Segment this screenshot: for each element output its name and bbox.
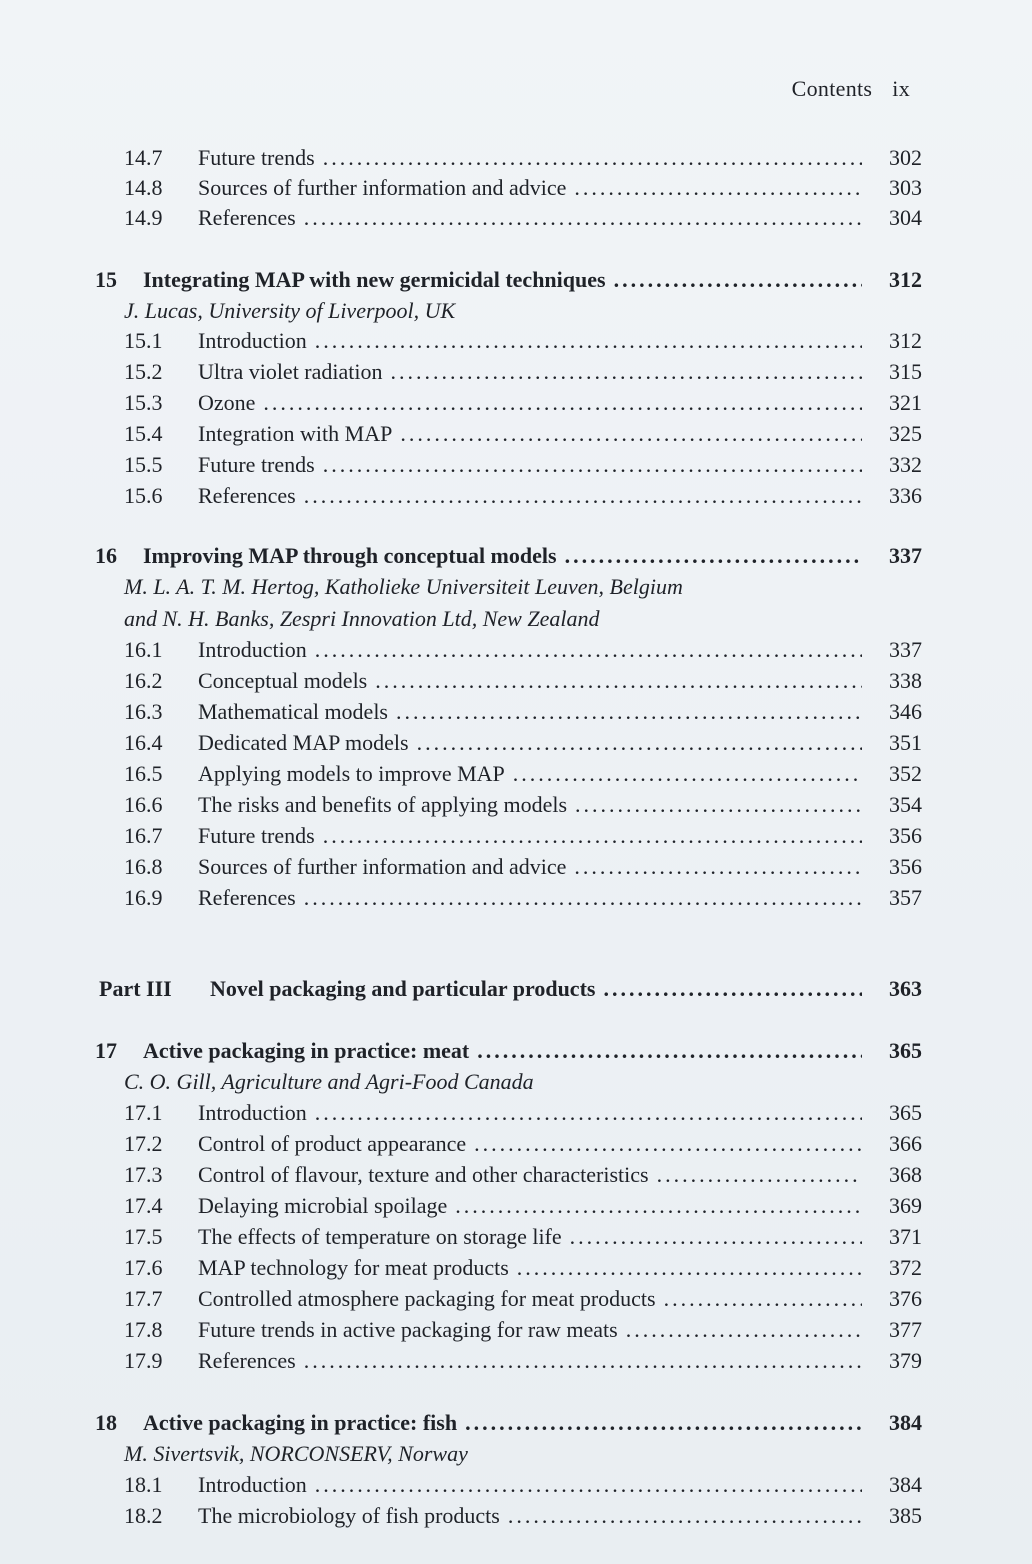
entry-title-line (198, 821, 862, 851)
toc-section-entry (0, 143, 1032, 173)
section-number: 16.6 (124, 792, 163, 817)
dot-leader (626, 1315, 862, 1345)
toc-section-entry (0, 1284, 1032, 1314)
dot-leader (477, 1036, 862, 1066)
entry-title-line (198, 759, 862, 789)
running-head (792, 76, 910, 102)
entry-title-line (198, 1222, 862, 1252)
entry-title: Delaying microbial spoilage (198, 1193, 448, 1218)
entry-page-number: 371 (889, 1224, 922, 1249)
dot-leader (375, 666, 862, 696)
entry-title: Improving MAP through conceptual models (143, 543, 557, 568)
entry-title-line (198, 419, 862, 449)
dot-leader (664, 1284, 862, 1314)
toc-section-entry (0, 1346, 1032, 1376)
entry-title: References (198, 885, 296, 910)
entry-title: Sources of further information and advice (198, 854, 567, 879)
toc-section-entry (0, 759, 1032, 789)
toc-section-entry (0, 821, 1032, 851)
entry-title-line (198, 697, 862, 727)
entry-title: Future trends (198, 145, 315, 170)
chapter-number: 17 (95, 1038, 117, 1063)
section-number: 17.4 (124, 1193, 163, 1218)
entry-title: Applying models to improve MAP (198, 761, 505, 786)
entry-page-number: 312 (889, 328, 922, 353)
entry-title-line (198, 388, 862, 418)
dot-leader (304, 883, 862, 913)
toc-section-entry (0, 326, 1032, 356)
section-number: 15.2 (124, 359, 163, 384)
entry-page-number: 385 (889, 1503, 922, 1528)
entry-title-line (198, 1129, 862, 1159)
entry-page-number: 369 (889, 1193, 922, 1218)
section-number: 17.6 (124, 1255, 163, 1280)
dot-leader (315, 326, 862, 356)
dot-leader (315, 1470, 862, 1500)
entry-title: Active packaging in practice: fish (143, 1410, 458, 1435)
entry-title: References (198, 205, 296, 230)
section-number: 17.7 (124, 1286, 163, 1311)
entry-page-number: 351 (889, 730, 922, 755)
section-number: 17.3 (124, 1162, 163, 1187)
dot-leader (304, 203, 862, 233)
toc-section-entry (0, 666, 1032, 696)
entry-page-number: 379 (889, 1348, 922, 1373)
chapter-author (0, 1439, 1032, 1469)
toc-section-entry (0, 1129, 1032, 1159)
entry-title-line (198, 1284, 862, 1314)
toc-part-entry (0, 974, 1032, 1004)
dot-leader (570, 1222, 862, 1252)
chapter-number: 15 (95, 267, 117, 292)
section-number: 15.5 (124, 452, 163, 477)
entry-title: Novel packaging and particular products (210, 976, 596, 1001)
entry-title: The effects of temperature on storage life (198, 1224, 562, 1249)
toc-section-entry (0, 883, 1032, 913)
section-number: 17.2 (124, 1131, 163, 1156)
dot-leader (263, 388, 862, 418)
toc-section-entry (0, 635, 1032, 665)
entry-page-number: 325 (889, 421, 922, 446)
running-head-title: Contents (791, 76, 873, 101)
section-number: 17.9 (124, 1348, 163, 1373)
entry-title-line (198, 450, 862, 480)
section-number: 17.8 (124, 1317, 163, 1342)
author-text: C. O. Gill, Agriculture and Agri-Food Canada (124, 1069, 534, 1094)
entry-title: Dedicated MAP models (198, 730, 409, 755)
chapter-number: 18 (95, 1410, 117, 1435)
entry-title: References (198, 483, 296, 508)
entry-title: The microbiology of fish products (198, 1503, 500, 1528)
toc-section-entry (0, 388, 1032, 418)
toc-section-entry (0, 357, 1032, 387)
dot-leader (657, 1160, 862, 1190)
toc-chapter-entry (0, 1408, 1032, 1438)
entry-title-line (198, 1315, 862, 1345)
entry-title-line (143, 265, 862, 295)
entry-title: Integration with MAP (198, 421, 393, 446)
entry-title: Introduction (198, 637, 307, 662)
toc-section-entry (0, 203, 1032, 233)
entry-page-number: 384 (889, 1472, 922, 1497)
section-number: 15.4 (124, 421, 163, 446)
toc-section-entry (0, 697, 1032, 727)
section-number: 16.7 (124, 823, 163, 848)
entry-page-number: 366 (889, 1131, 922, 1156)
entry-title-line (198, 1160, 862, 1190)
entry-page-number: 338 (889, 668, 922, 693)
section-number: 16.1 (124, 637, 163, 662)
entry-title: Future trends (198, 452, 315, 477)
section-number: 14.8 (124, 175, 163, 200)
section-number: 16.3 (124, 699, 163, 724)
section-number: 16.5 (124, 761, 163, 786)
entry-page-number: 368 (889, 1162, 922, 1187)
entry-title: Ozone (198, 390, 256, 415)
entry-title-line (198, 481, 862, 511)
section-number: 14.9 (124, 205, 163, 230)
entry-title-line (143, 1036, 862, 1066)
toc-section-entry (0, 790, 1032, 820)
dot-leader (304, 481, 862, 511)
entry-page-number: 337 (889, 637, 922, 662)
entry-title-line (198, 883, 862, 913)
section-number: 15.3 (124, 390, 163, 415)
entry-page-number: 321 (889, 390, 922, 415)
entry-title-line (198, 790, 862, 820)
dot-leader (417, 728, 862, 758)
entry-page-number: 365 (889, 1100, 922, 1125)
entry-title-line (198, 666, 862, 696)
toc-section-entry (0, 1501, 1032, 1531)
entry-title: MAP technology for meat products (198, 1255, 509, 1280)
entry-title: Control of flavour, texture and other characteristics (198, 1162, 649, 1187)
entry-title: Introduction (198, 328, 307, 353)
entry-page-number: 365 (889, 1038, 922, 1063)
entry-title-line (198, 1501, 862, 1531)
dot-leader (323, 821, 862, 851)
entry-page-number: 337 (889, 543, 922, 568)
toc-section-entry (0, 1253, 1032, 1283)
entry-title: References (198, 1348, 296, 1373)
entry-title-line (198, 203, 862, 233)
chapter-author (0, 604, 1032, 634)
dot-leader (565, 541, 862, 571)
entry-title-line (210, 974, 862, 1004)
entry-title: Future trends in active packaging for raw meats (198, 1317, 618, 1342)
entry-title: Ultra violet radiation (198, 359, 383, 384)
entry-title-line (198, 357, 862, 387)
toc-section-entry (0, 1315, 1032, 1345)
entry-title: The risks and benefits of applying models (198, 792, 568, 817)
section-number: 15.6 (124, 483, 163, 508)
entry-title-line (198, 1470, 862, 1500)
section-number: 17.5 (124, 1224, 163, 1249)
entry-page-number: 354 (889, 792, 922, 817)
section-number: 17.1 (124, 1100, 163, 1125)
entry-title: Conceptual models (198, 668, 368, 693)
entry-title-line (198, 728, 862, 758)
toc-chapter-entry (0, 541, 1032, 571)
chapter-author (0, 572, 1032, 602)
dot-leader (508, 1501, 862, 1531)
section-number: 14.7 (124, 145, 163, 170)
dot-leader (455, 1191, 862, 1221)
author-text: J. Lucas, University of Liverpool, UK (124, 298, 456, 323)
dot-leader (513, 759, 862, 789)
section-number: 16.8 (124, 854, 163, 879)
section-number: 16.9 (124, 885, 163, 910)
entry-title: Mathematical models (198, 699, 388, 724)
entry-page-number: 303 (889, 175, 922, 200)
dot-leader (323, 143, 862, 173)
section-number: 15.1 (124, 328, 163, 353)
entry-page-number: 346 (889, 699, 922, 724)
dot-leader (315, 1098, 862, 1128)
entry-title-line (198, 143, 862, 173)
chapter-number: 16 (95, 543, 117, 568)
section-number: 16.2 (124, 668, 163, 693)
entry-page-number: 352 (889, 761, 922, 786)
entry-title: Integrating MAP with new germicidal techniques (143, 267, 606, 292)
section-number: 18.2 (124, 1503, 163, 1528)
entry-title-line (143, 1408, 862, 1438)
entry-title: Active packaging in practice: meat (143, 1038, 470, 1063)
entry-title: Introduction (198, 1472, 307, 1497)
author-text: and N. H. Banks, Zespri Innovation Ltd, New Zealand (124, 606, 600, 631)
author-text: M. Sivertsvik, NORCONSERV, Norway (124, 1441, 468, 1466)
toc-section-entry (0, 728, 1032, 758)
toc-section-entry (0, 419, 1032, 449)
entry-title-line (198, 1098, 862, 1128)
entry-page-number: 336 (889, 483, 922, 508)
entry-page-number: 363 (889, 976, 922, 1001)
entry-page-number: 304 (889, 205, 922, 230)
dot-leader (574, 173, 862, 203)
entry-title: Controlled atmosphere packaging for meat products (198, 1286, 656, 1311)
dot-leader (574, 852, 862, 882)
author-text: M. L. A. T. M. Hertog, Katholieke Universiteit Leuven, Belgium (124, 574, 683, 599)
dot-leader (391, 357, 863, 387)
entry-title-line (198, 1253, 862, 1283)
entry-title: Introduction (198, 1100, 307, 1125)
dot-leader (323, 450, 862, 480)
dot-leader (315, 635, 862, 665)
dot-leader (465, 1408, 862, 1438)
toc-section-entry (0, 1098, 1032, 1128)
entry-title: Sources of further information and advice (198, 175, 567, 200)
toc-section-entry (0, 1470, 1032, 1500)
section-number: 18.1 (124, 1472, 163, 1497)
entry-page-number: 372 (889, 1255, 922, 1280)
toc-section-entry (0, 481, 1032, 511)
toc-chapter-entry (0, 265, 1032, 295)
entry-page-number: 332 (889, 452, 922, 477)
toc-section-entry (0, 1222, 1032, 1252)
dot-leader (614, 265, 862, 295)
dot-leader (603, 974, 862, 1004)
entry-title-line (198, 1191, 862, 1221)
toc-chapter-entry (0, 1036, 1032, 1066)
toc-section-entry (0, 173, 1032, 203)
entry-page-number: 356 (889, 854, 922, 879)
section-number: 16.4 (124, 730, 163, 755)
toc-section-entry (0, 1160, 1032, 1190)
entry-title-line (198, 1346, 862, 1376)
entry-title-line (198, 852, 862, 882)
chapter-author (0, 296, 1032, 326)
entry-title-line (198, 173, 862, 203)
dot-leader (575, 790, 862, 820)
entry-page-number: 376 (889, 1286, 922, 1311)
entry-page-number: 377 (889, 1317, 922, 1342)
dot-leader (517, 1253, 862, 1283)
entry-page-number: 356 (889, 823, 922, 848)
entry-page-number: 315 (889, 359, 922, 384)
entry-title-line (143, 541, 862, 571)
entry-page-number: 357 (889, 885, 922, 910)
entry-page-number: 384 (889, 1410, 922, 1435)
dot-leader (474, 1129, 862, 1159)
entry-title: Control of product appearance (198, 1131, 467, 1156)
toc-section-entry (0, 852, 1032, 882)
dot-leader (400, 419, 862, 449)
entry-page-number: 302 (889, 145, 922, 170)
chapter-author (0, 1067, 1032, 1097)
dot-leader (304, 1346, 862, 1376)
entry-title-line (198, 635, 862, 665)
entry-title: Future trends (198, 823, 315, 848)
entry-title-line (198, 326, 862, 356)
page-number: ix (892, 76, 910, 101)
entry-page-number: 312 (889, 267, 922, 292)
dot-leader (396, 697, 862, 727)
part-number: Part III (99, 976, 172, 1001)
toc-section-entry (0, 1191, 1032, 1221)
toc-section-entry (0, 450, 1032, 480)
